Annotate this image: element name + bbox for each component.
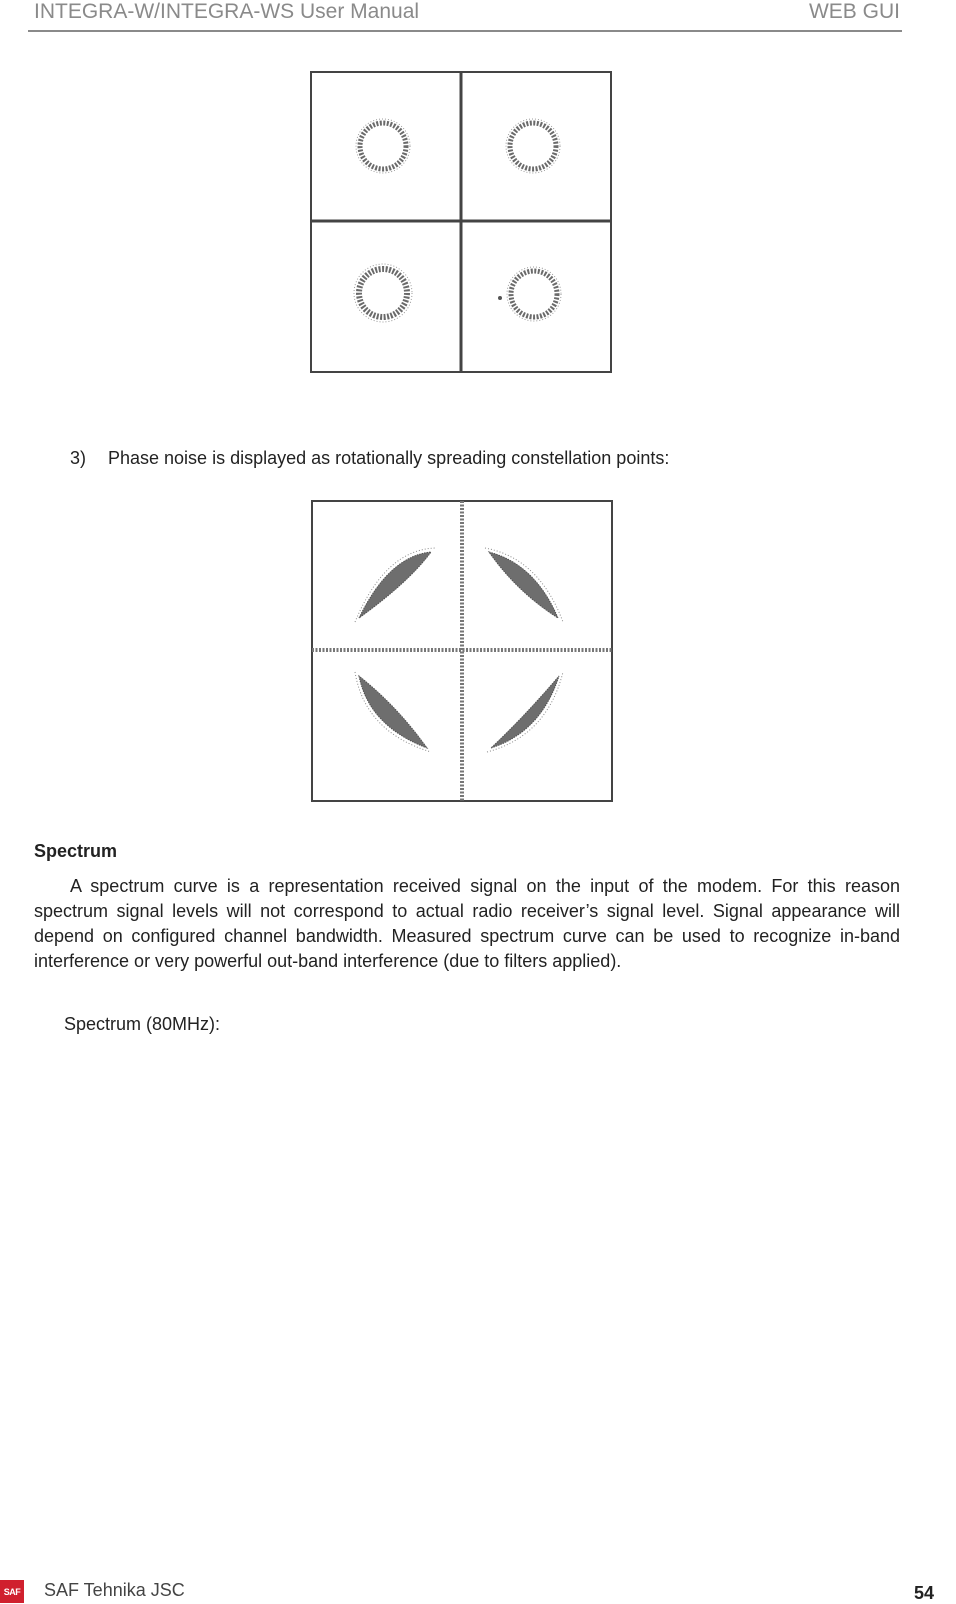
section-heading-spectrum: Spectrum: [34, 841, 118, 861]
page-header: [28, 0, 902, 32]
phase-noise-constellation-figure: [311, 500, 621, 810]
list-text: Phase noise is displayed as rotationally spreading constellation points:: [108, 448, 670, 468]
ring-constellation-diagram: [310, 71, 620, 381]
list-number: 3): [70, 448, 87, 468]
saf-logo-icon: SAF: [0, 1580, 24, 1603]
spectrum-paragraph: A spectrum curve is a representation received signal on the input of the modem. For this reason spectrum signal levels will not correspond to actual radio receiver’s signal level. Signal appearance will depend on configured channel bandwidth. Measured spectrum curve can be used to recognize in-band interference or very powerful out-band interference (due to filters applied).: [34, 876, 900, 971]
list-item-phase-noise: [70, 448, 669, 469]
phase-noise-diagram: [311, 500, 621, 810]
spectrum-caption: Spectrum (80MHz):: [64, 1014, 221, 1034]
footer-company: SAF Tehnika JSC: [44, 1580, 185, 1600]
ring-constellation-figure: [310, 71, 620, 381]
section-title: WEB GUI: [808, 0, 900, 23]
manual-title: INTEGRA-W/INTEGRA-WS User Manual: [34, 0, 420, 23]
page-number: 54: [914, 1583, 935, 1603]
